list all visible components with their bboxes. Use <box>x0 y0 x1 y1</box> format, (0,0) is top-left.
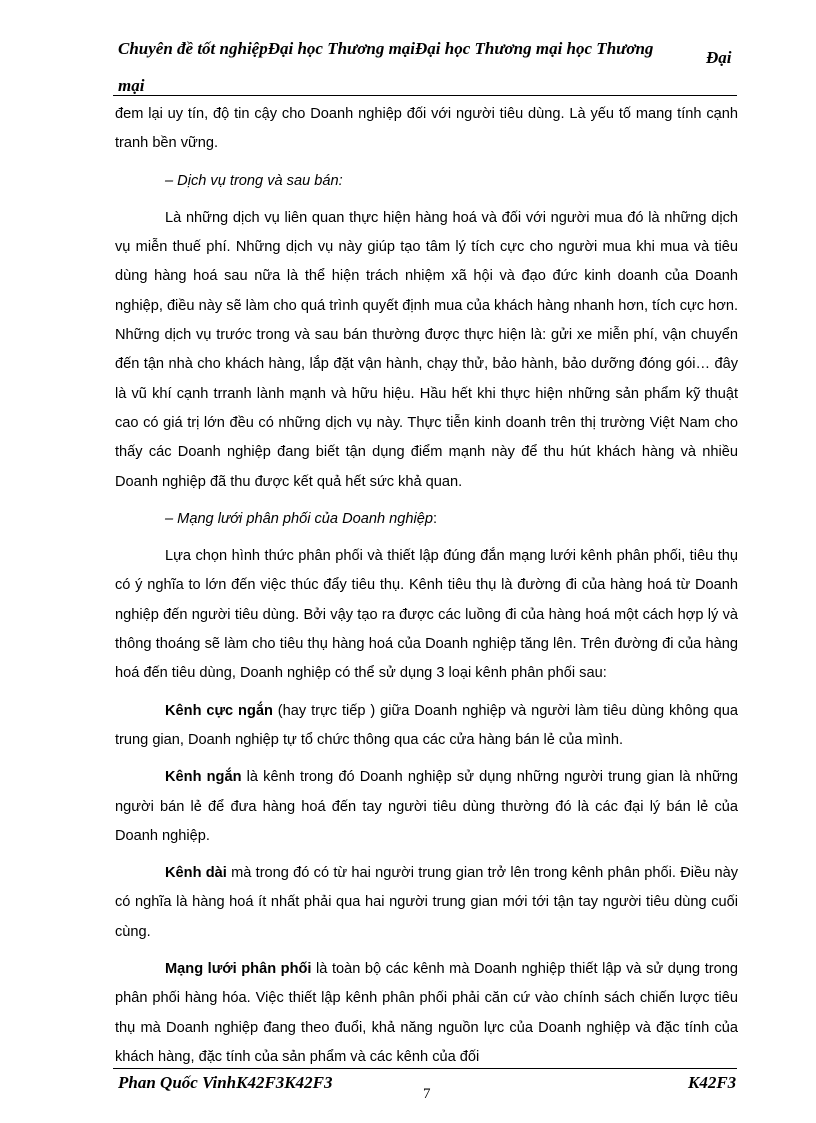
term-distribution-network: Mạng lưới phân phối <box>165 961 312 978</box>
paragraph-very-short-channel <box>115 697 738 756</box>
term-very-short-channel: Kênh cực ngắn <box>165 702 273 719</box>
paragraph-continuation: đem lại uy tín, độ tin cậy cho Doanh nghiệp đối với người tiêu dùng. Là yếu tố mang tính cạnh tranh bền vững. <box>115 106 738 152</box>
section-heading-services: – Dịch vụ trong và sau bán: <box>165 172 343 189</box>
text-distribution-network: là toàn bộ các kênh mà Doanh nghiệp thiết lập và sử dụng trong phân phối hàng hóa. Việc thiết lập kênh phân phối phải căn cứ vào chính sách chiến lược tiêu thụ mà Doanh nghiệp đang theo đuổi, khả năng nguồn lực của Doanh nghiệp và đặc tính của khách hàng, đặc tính của sản phẩm và các kênh của đối <box>115 961 738 1065</box>
footer-author: Phan Quốc VinhK42F3K42F3 <box>118 1073 333 1092</box>
running-header-title: Chuyên đề tốt nghiệpĐại học Thương mạiĐại học Thương mại học Thương mại <box>118 39 654 95</box>
heading-colon: : <box>432 510 438 527</box>
paragraph-services: Là những dịch vụ liên quan thực hiện hàng hoá và đối với người mua đó là những dịch vụ miễn thuế phí. Những dịch vụ này giúp tạo tâm lý tích cực cho người mua khi mua và tiêu dùng hàng hoá sau nữa là thể hiện trách nhiệm xã hội và đạo đức kinh doanh của Doanh nghiệp, điều này sẽ làm cho quá trình quyết định mua của khách hàng nhanh hơn, tích cực hơn. Những dịch vụ trước trong và sau bán thường được thực hiện là: gửi xe miễn phí, vận chuyển đến tận nhà cho khách hàng, lắp đặt vận hành, chạy thử, bảo hành, bảo dưỡng đóng gói… đây là vũ khí cạnh trranh lành mạnh và hữu hiệu. Hầu hết khi thực hiện những sản phẩm kỹ thuật cao có giá trị lớn đều có những dịch vụ này. Thực tiễn kinh doanh trên thị trường Việt Nam cho thấy các Doanh nghiệp đang biết tận dụng điểm mạnh này để thu hút khách hàng và nhiều Doanh nghiệp đã thu được kết quả hết sức khả quan. <box>115 209 738 490</box>
text-very-short-channel: (hay trực tiếp ) giữa Doanh nghiệp và người làm tiêu dùng không qua trung gian, Doanh nghiệp tự tổ chức thông qua các cửa hàng bán lẻ của mình. <box>115 702 738 748</box>
paragraph-distribution-network <box>115 955 738 1072</box>
term-long-channel: Kênh dài <box>165 865 227 882</box>
paragraph-long-channel <box>115 859 738 947</box>
running-header-right: Đại <box>706 48 732 67</box>
section-heading-distribution <box>115 505 738 534</box>
paragraph-distribution: Lựa chọn hình thức phân phối và thiết lập đúng đắn mạng lưới kênh phân phối, tiêu thụ có ý nghĩa to lớn đến việc thúc đẩy tiêu thụ. Kênh tiêu thụ là đường đi của hàng hoá từ Doanh nghiệp đến người tiêu dùng. Bởi vậy tạo ra được các luồng đi của hàng hoá một cách hợp lý và thông thoáng sẽ làm cho tiêu thụ hàng hoá của Doanh nghiệp tăng lên. Trên đường đi của hàng hoá đến tiêu dùng, Doanh nghiệp có thể sử dụng 3 loại kênh phân phối sau: <box>115 548 738 682</box>
text-short-channel: là kênh trong đó Doanh nghiệp sử dụng những người trung gian là những người bán lẻ để đưa hàng hoá đến tay người tiêu dùng thường đó là các đại lý bán lẻ của Doanh nghiệp. <box>115 769 738 844</box>
page-number: 7 <box>423 1086 431 1102</box>
footer-rule <box>113 1068 737 1069</box>
footer-class-code: K42F3 <box>688 1073 737 1092</box>
text-long-channel: mà trong đó có từ hai người trung gian trở lên trong kênh phân phối. Điều này có nghĩa là hàng hoá ít nhất phải qua hai người trung gian mới tới tận tay người tiêu dùng cuối cùng. <box>115 865 739 940</box>
header-rule <box>113 95 737 96</box>
term-short-channel: Kênh ngắn <box>165 769 242 786</box>
heading-text: – Mạng lưới phân phối của Doanh nghiệp <box>165 510 433 527</box>
paragraph-short-channel <box>115 763 738 851</box>
page-body <box>115 100 738 1072</box>
